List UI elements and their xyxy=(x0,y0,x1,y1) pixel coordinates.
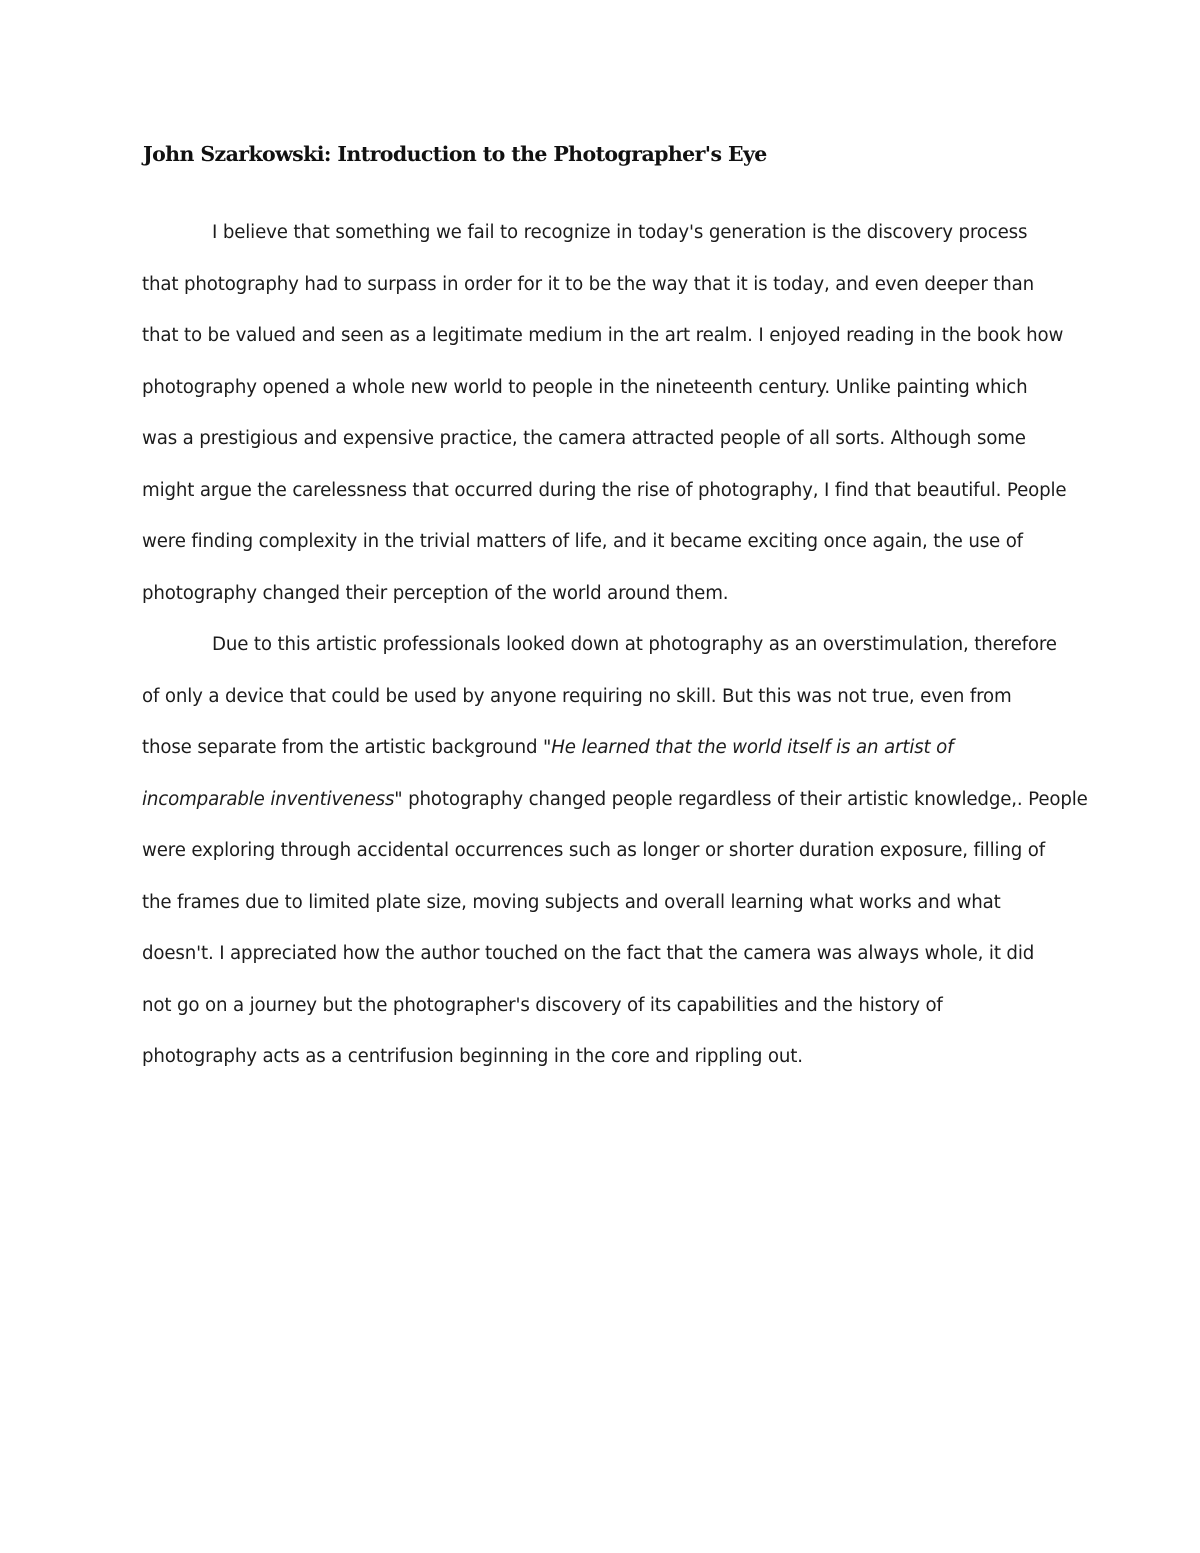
paragraph-line: Due to this artistic professionals looked down at photography as an overstimulation, therefore xyxy=(212,634,1057,655)
document-title: John Szarkowski: Introduction to the Photographer's Eye xyxy=(143,142,767,166)
paragraph-2 xyxy=(142,619,1088,1083)
paragraph-line: photography changed their perception of the world around them. xyxy=(142,582,729,604)
paragraph-line: was a prestigious and expensive practice, the camera attracted people of all sorts. Although some xyxy=(142,428,1026,449)
quote-lead-text: those separate from the artistic background xyxy=(142,737,544,758)
paragraph-1 xyxy=(142,207,1067,619)
paragraph-line: that photography had to surpass in order for it to be the way that it is today, and even deeper than xyxy=(142,273,1035,295)
paragraph-line: I believe that something we fail to recognize in today's generation is the discovery process xyxy=(212,222,1028,243)
paragraph-line: not go on a journey but the photographer's discovery of its capabilities and the history of xyxy=(142,994,943,1016)
paragraph-line: that to be valued and seen as a legitimate medium in the art realm. I enjoyed reading in the book how xyxy=(142,325,1064,346)
quote-text: incomparable inventiveness" xyxy=(142,788,403,810)
paragraph-line: were finding complexity in the trivial matters of life, and it became exciting once again, the use of xyxy=(142,531,1023,552)
paragraph-line-with-quote xyxy=(142,722,1067,774)
paragraph-line: photography acts as a centrifusion beginning in the core and rippling out. xyxy=(142,1046,803,1067)
quote-text: "He learned that the world itself is an artist of xyxy=(543,737,954,758)
quote-trail-text: photography changed people regardless of their artistic knowledge,. People xyxy=(402,788,1088,810)
paragraph-line: were exploring through accidental occurrences such as longer or shorter duration exposure, filling of xyxy=(142,840,1046,861)
paragraph-line: photography opened a whole new world to people in the nineteenth century. Unlike painting which xyxy=(142,376,1028,398)
paragraph-line: of only a device that could be used by anyone requiring no skill. But this was not true, even from xyxy=(142,685,1012,707)
paragraph-line: the frames due to limited plate size, moving subjects and overall learning what works and what xyxy=(142,891,1001,913)
paragraph-line-with-quote xyxy=(142,774,1088,826)
paragraph-line: might argue the carelessness that occurred during the rise of photography, I find that beautiful. People xyxy=(142,479,1067,501)
paragraph-line: doesn't. I appreciated how the author touched on the fact that the camera was always whole, it did xyxy=(142,943,1035,964)
